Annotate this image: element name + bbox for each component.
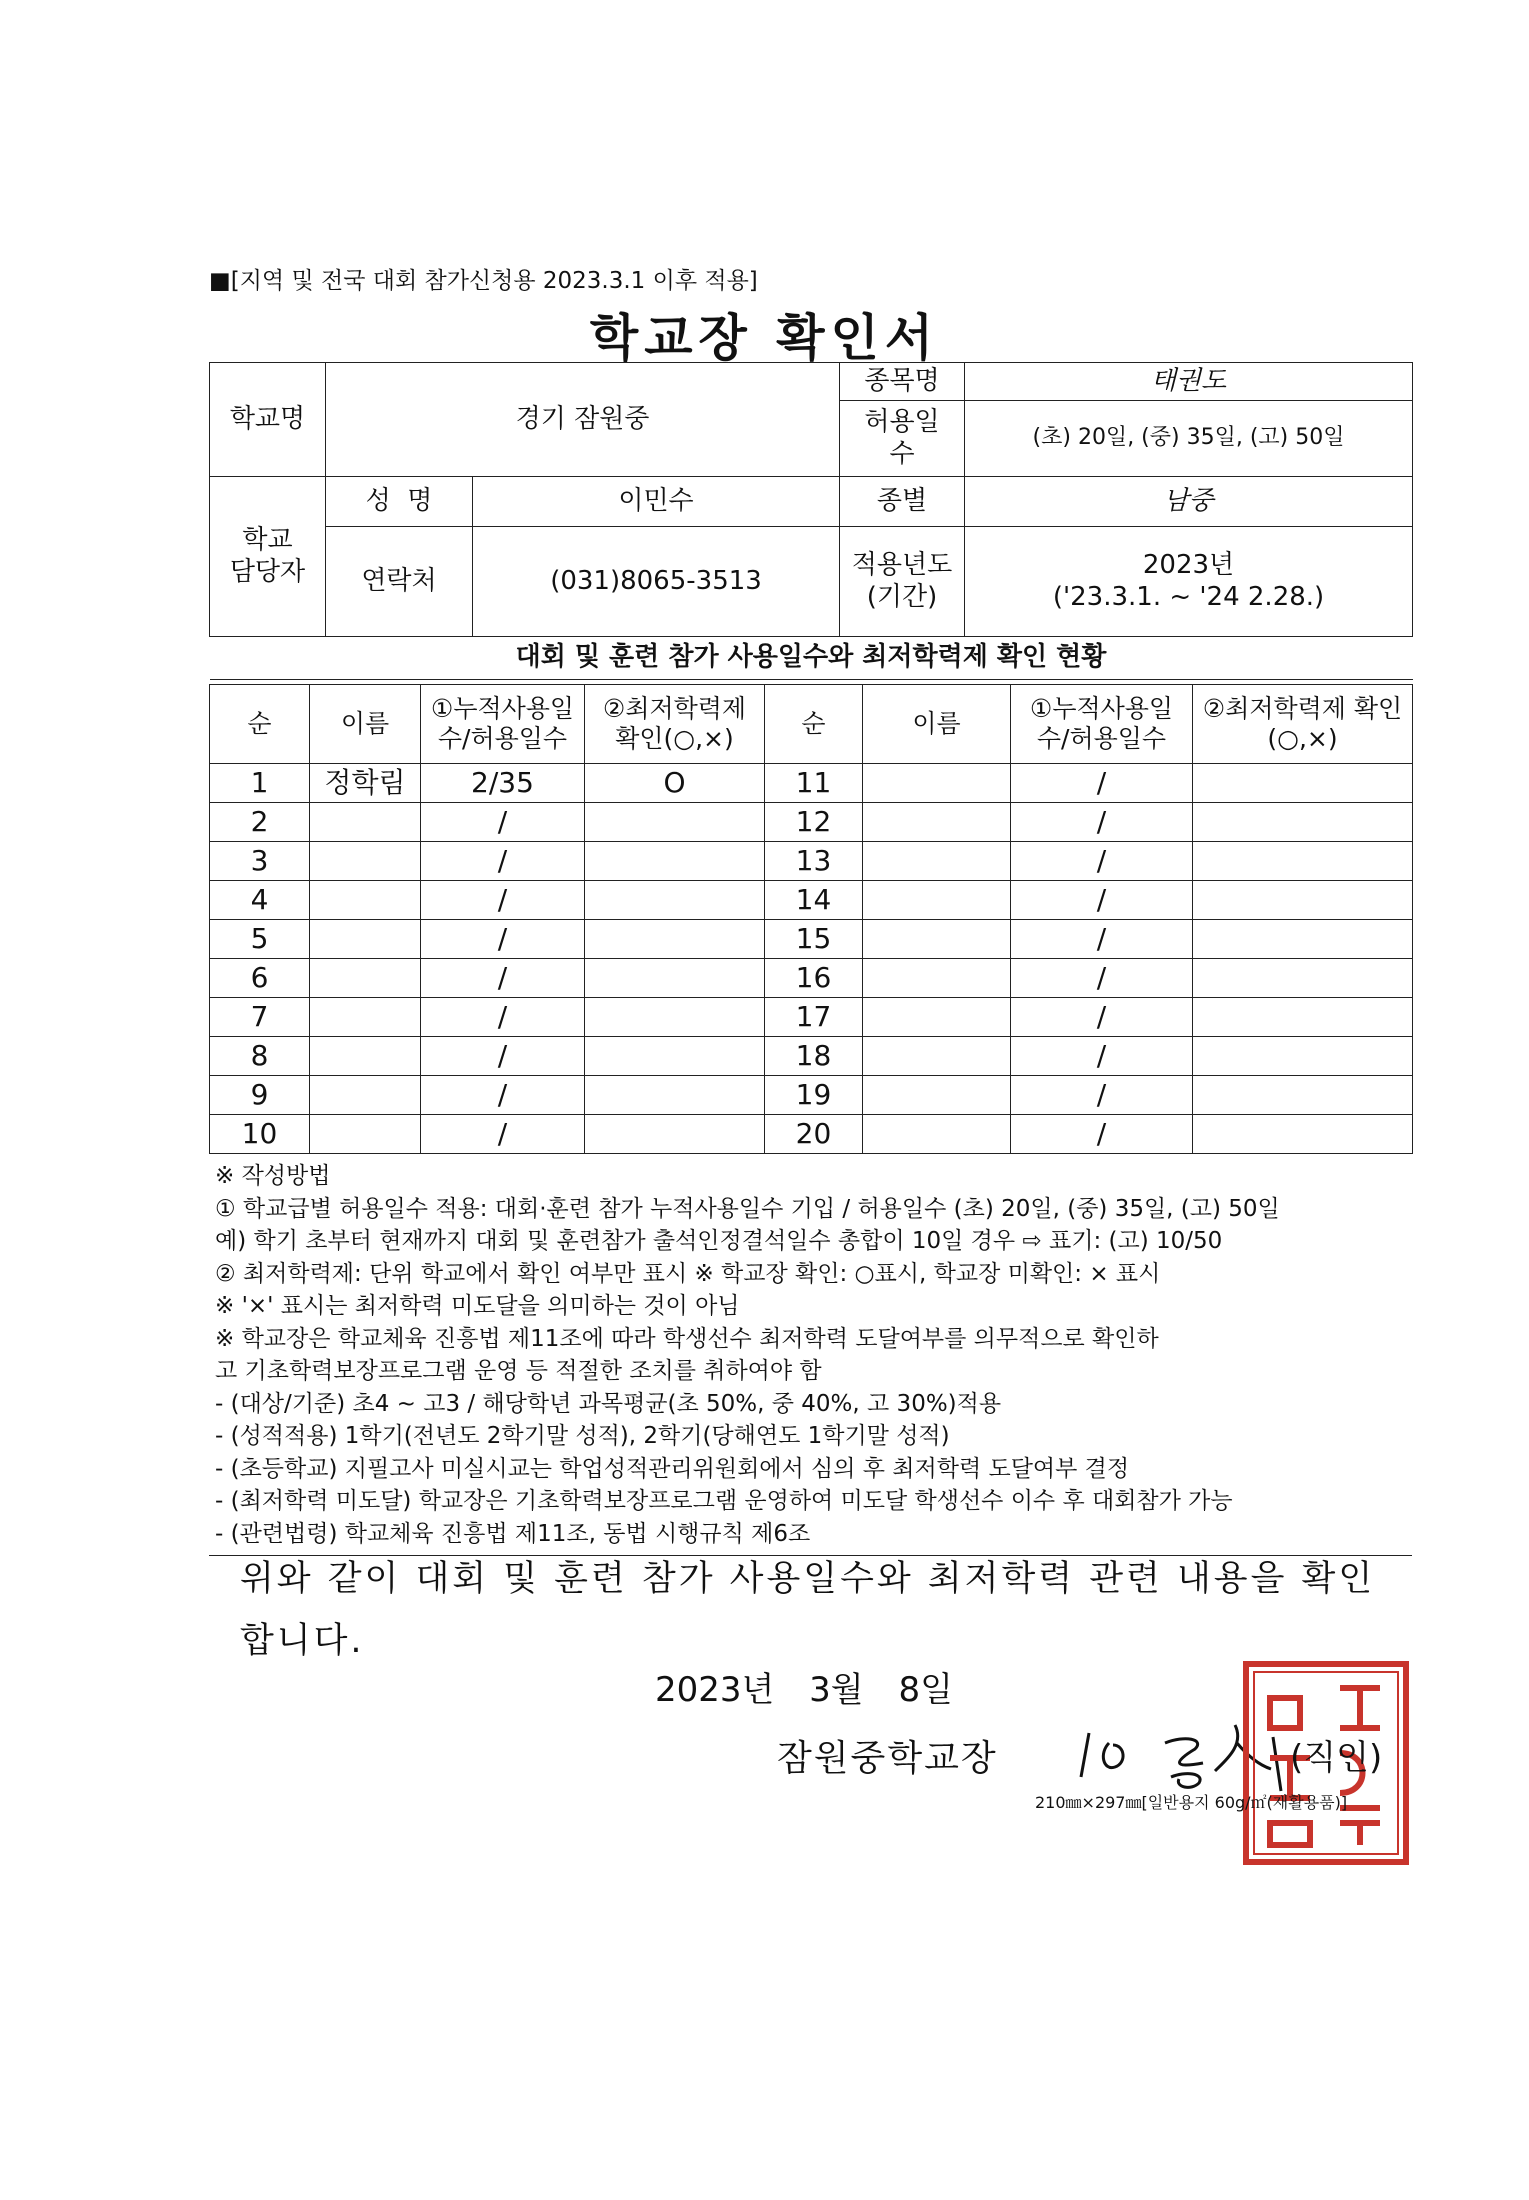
- academic-check-right: [1193, 998, 1413, 1037]
- days-used-left: /: [421, 803, 585, 842]
- academic-check-right: [1193, 959, 1413, 998]
- header-name-right: 이름: [863, 685, 1011, 764]
- athlete-name-left: [310, 881, 421, 920]
- school-label: 학교명: [210, 363, 326, 477]
- academic-check-left: [585, 1076, 765, 1115]
- row-number-left: 8: [210, 1037, 310, 1076]
- athlete-name-right: [863, 920, 1011, 959]
- period-label: 적용년도 (기간): [840, 527, 965, 637]
- days-used-left: /: [421, 1115, 585, 1154]
- academic-check-left: [585, 998, 765, 1037]
- row-number-right: 12: [765, 803, 863, 842]
- academic-check-left: [585, 1037, 765, 1076]
- athlete-name-right: [863, 959, 1011, 998]
- days-used-left: /: [421, 1037, 585, 1076]
- row-number-left: 2: [210, 803, 310, 842]
- academic-check-left: [585, 881, 765, 920]
- header-days-right: ①누적사용일수/허용일수: [1011, 685, 1193, 764]
- days-used-left: /: [421, 1076, 585, 1115]
- days-used-right: /: [1011, 998, 1193, 1037]
- contact-value: (031)8065-3513: [473, 527, 840, 637]
- row-number-left: 7: [210, 998, 310, 1037]
- note-line: ※ 작성방법: [215, 1163, 331, 1189]
- academic-check-right: [1193, 764, 1413, 803]
- principal-title: 잠원중학교장: [777, 1738, 998, 1779]
- name-value: 이민수: [473, 477, 840, 527]
- manager-label: 학교 담당자: [210, 477, 326, 637]
- athlete-name-right: [863, 803, 1011, 842]
- academic-check-right: [1193, 1076, 1413, 1115]
- header-name-left: 이름: [310, 685, 421, 764]
- name-label: 성 명: [326, 477, 473, 527]
- contact-label: 연락처: [326, 527, 473, 637]
- athlete-name-right: [863, 1115, 1011, 1154]
- sport-label: 종목명: [840, 363, 965, 401]
- athlete-name-left: [310, 1076, 421, 1115]
- seal-label: (직인): [1290, 1738, 1383, 1778]
- header-days-left: ①누적사용일수/허용일수: [421, 685, 585, 764]
- gender-value: 남중: [965, 477, 1413, 527]
- days-used-right: /: [1011, 1037, 1193, 1076]
- form-header-note: ■[지역 및 전국 대회 참가신청용 2023.3.1 이후 적용]: [209, 268, 758, 294]
- athlete-name-left: [310, 1115, 421, 1154]
- academic-check-left: [585, 920, 765, 959]
- info-table: [209, 362, 1413, 680]
- note-line: - (초등학교) 지필고사 미실시교는 학업성적관리위원회에서 심의 후 최저학력 도달여부 결정: [215, 1455, 1130, 1482]
- status-row: [210, 920, 1413, 959]
- row-number-left: 9: [210, 1076, 310, 1115]
- academic-check-right: [1193, 920, 1413, 959]
- days-used-right: /: [1011, 920, 1193, 959]
- days-used-left: /: [421, 959, 585, 998]
- row-number-right: 16: [765, 959, 863, 998]
- note-line: ※ 학교장은 학교체육 진흥법 제11조에 따라 학생선수 최저학력 도달여부를 의무적으로 확인하: [215, 1325, 1159, 1352]
- athlete-name-right: [863, 998, 1011, 1037]
- header-academic-right: ②최저학력제 확인(○,×): [1193, 685, 1413, 764]
- header-no-left: 순: [210, 685, 310, 764]
- athlete-name-left: 정학림: [310, 764, 421, 803]
- academic-check-left: [585, 803, 765, 842]
- status-section-title: 대회 및 훈련 참가 사용일수와 최저학력제 확인 현황: [210, 637, 1413, 680]
- athlete-name-left: [310, 920, 421, 959]
- row-number-left: 4: [210, 881, 310, 920]
- note-line: 고 기초학력보장프로그램 운영 등 적절한 조치를 취하여야 함: [215, 1358, 822, 1384]
- athlete-name-left: [310, 842, 421, 881]
- row-number-right: 11: [765, 764, 863, 803]
- athlete-name-right: [863, 842, 1011, 881]
- issue-date: 2023년 3월 8일: [655, 1670, 953, 1710]
- status-row: [210, 803, 1413, 842]
- athlete-name-left: [310, 803, 421, 842]
- document-title: 학교장 확인서: [589, 309, 940, 367]
- status-row: [210, 1115, 1413, 1154]
- writing-instructions: [215, 1160, 1425, 1550]
- days-used-right: /: [1011, 1076, 1193, 1115]
- athlete-name-right: [863, 764, 1011, 803]
- row-number-right: 17: [765, 998, 863, 1037]
- header-academic-left: ②최저학력제 확인(○,×): [585, 685, 765, 764]
- row-number-left: 10: [210, 1115, 310, 1154]
- row-number-left: 1: [210, 764, 310, 803]
- period-value: 2023년 ('23.3.1. ~ '24 2.28.): [965, 527, 1413, 637]
- athlete-name-right: [863, 1037, 1011, 1076]
- allowed-days-label: 허용일수: [840, 401, 965, 477]
- gender-label: 종별: [840, 477, 965, 527]
- row-number-right: 19: [765, 1076, 863, 1115]
- academic-check-right: [1193, 1115, 1413, 1154]
- status-row: [210, 764, 1413, 803]
- status-row: [210, 881, 1413, 920]
- days-used-right: /: [1011, 1115, 1193, 1154]
- athlete-name-right: [863, 881, 1011, 920]
- row-number-left: 5: [210, 920, 310, 959]
- academic-check-right: [1193, 803, 1413, 842]
- academic-check-left: O: [585, 764, 765, 803]
- row-number-right: 20: [765, 1115, 863, 1154]
- row-number-right: 13: [765, 842, 863, 881]
- status-row: [210, 1076, 1413, 1115]
- status-table: [209, 684, 1413, 1154]
- status-table-body: [210, 764, 1413, 1154]
- row-number-right: 18: [765, 1037, 863, 1076]
- row-number-right: 15: [765, 920, 863, 959]
- academic-check-left: [585, 1115, 765, 1154]
- athlete-name-right: [863, 1076, 1011, 1115]
- note-line: ① 학교급별 허용일수 적용: 대회·훈련 참가 누적사용일수 기입 / 허용일수 (초) 20일, (중) 35일, (고) 50일: [215, 1195, 1280, 1222]
- days-used-left: /: [421, 881, 585, 920]
- days-used-left: /: [421, 842, 585, 881]
- paper-spec: 210㎜×297㎜[일반용지 60g/㎡(재활용품)]: [1035, 1793, 1348, 1812]
- allowed-days-value: (초) 20일, (중) 35일, (고) 50일: [965, 401, 1413, 477]
- row-number-left: 6: [210, 959, 310, 998]
- academic-check-left: [585, 959, 765, 998]
- note-line: - (대상/기준) 초4 ~ 고3 / 해당학년 과목평균(초 50%, 중 40%, 고 30%)적용: [215, 1390, 1002, 1417]
- academic-check-right: [1193, 1037, 1413, 1076]
- note-line: - (관련법령) 학교체육 진흥법 제11조, 동법 시행규칙 제6조: [215, 1520, 811, 1547]
- status-row: [210, 959, 1413, 998]
- school-value: 경기 잠원중: [326, 363, 840, 477]
- row-number-left: 3: [210, 842, 310, 881]
- status-row: [210, 998, 1413, 1037]
- note-line: - (성적적용) 1학기(전년도 2학기말 성적), 2학기(당해연도 1학기말 성적): [215, 1423, 950, 1449]
- days-used-right: /: [1011, 803, 1193, 842]
- header-no-right: 순: [765, 685, 863, 764]
- athlete-name-left: [310, 998, 421, 1037]
- status-row: [210, 842, 1413, 881]
- academic-check-left: [585, 842, 765, 881]
- days-used-right: /: [1011, 881, 1193, 920]
- note-line: ② 최저학력제: 단위 학교에서 확인 여부만 표시 ※ 학교장 확인: ○표시, 학교장 미확인: × 표시: [215, 1260, 1161, 1287]
- days-used-left: /: [421, 920, 585, 959]
- note-line: - (최저학력 미도달) 학교장은 기초학력보장프로그램 운영하여 미도달 학생선수 이수 후 대회참가 가능: [215, 1488, 1233, 1514]
- days-used-right: /: [1011, 959, 1193, 998]
- athlete-name-left: [310, 959, 421, 998]
- days-used-left: /: [421, 998, 585, 1037]
- days-used-right: /: [1011, 764, 1193, 803]
- status-row: [210, 1037, 1413, 1076]
- academic-check-right: [1193, 881, 1413, 920]
- row-number-right: 14: [765, 881, 863, 920]
- academic-check-right: [1193, 842, 1413, 881]
- note-line: 예) 학기 초부터 현재까지 대회 및 훈련참가 출석인정결석일수 총합이 10일 경우 ⇨ 표기: (고) 10/50: [215, 1228, 1223, 1254]
- days-used-right: /: [1011, 842, 1193, 881]
- sport-value: 태권도: [965, 363, 1413, 401]
- athlete-name-left: [310, 1037, 421, 1076]
- note-line: ※ '×' 표시는 최저학력 미도달을 의미하는 것이 아님: [215, 1293, 740, 1319]
- days-used-left: 2/35: [421, 764, 585, 803]
- confirmation-text: 위와 같이 대회 및 훈련 참가 사용일수와 최저학력 관련 내용을 확인합니다.: [240, 1559, 1376, 1661]
